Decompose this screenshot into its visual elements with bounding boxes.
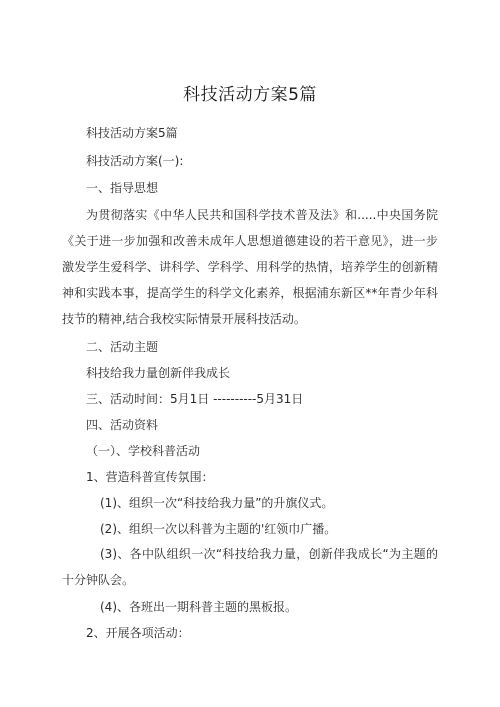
section-heading: 三、活动时间：5月1日 ----------5月31日 bbox=[86, 392, 304, 406]
section-heading: 二、活动主题 bbox=[86, 340, 159, 354]
document-title: 科技活动方案5篇 bbox=[183, 85, 317, 105]
list-item: (4)、各班出一期科普主题的黑板报。 bbox=[100, 600, 297, 614]
paragraph-line: 科技给我力量创新伴我成长 bbox=[86, 366, 231, 380]
section-heading: 科技活动方案(一): bbox=[86, 154, 184, 168]
list-item: (1)、组织一次“科技给我力量”的升旗仪式。 bbox=[100, 496, 334, 510]
subtitle-line: 科技活动方案5篇 bbox=[86, 126, 178, 140]
list-heading: 1、营造科普宣传氛围： bbox=[86, 470, 214, 484]
paragraph-text: 为贯彻落实《中华人民共和国科学技术普及法》和.....中央国务院《关于进一步加强和改善未成年人思想道德建设的若干意见》，进一步激发学生爱科学、讲科学、学科学、用科学的热情，培养学生的创新精神和实践本事，提高学生的科学文化素养，根据浦东新区**年青少年科技节的精神,结合我校实际情景开展科技活动。 bbox=[62, 208, 438, 326]
subsection-heading: （一）、学校科普活动 bbox=[86, 444, 201, 458]
section-heading: 一、指导思想 bbox=[86, 181, 159, 195]
list-item: (2)、组织一次以科普为主题的'红领巾广播。 bbox=[100, 522, 337, 536]
section-heading: 四、活动资料 bbox=[86, 418, 159, 432]
list-item: (3)、各中队组织一次“科技给我力量，创新伴我成长“为主题的十分钟队会。 bbox=[62, 547, 438, 587]
list-heading: 2、开展各项活动： bbox=[86, 626, 190, 640]
